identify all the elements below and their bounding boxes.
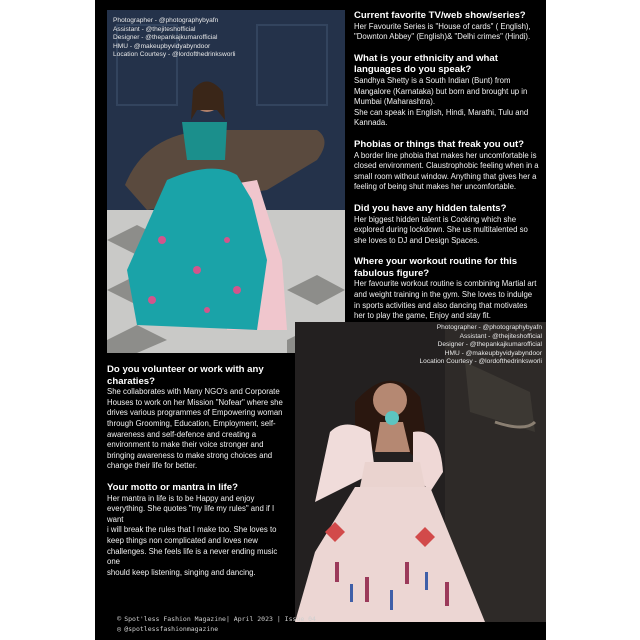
answer-line: i will break the rules that I make too. She loves to xyxy=(107,525,277,535)
qa-item xyxy=(107,364,289,472)
answer-line: everything. She quotes "my life my rules" and if I want xyxy=(107,504,275,524)
question: Phobias or things that freak you out? xyxy=(354,138,525,150)
answer-line: Mangalore (Karnataka) but born and brought up in xyxy=(354,86,528,96)
right-qa-block xyxy=(354,10,544,322)
answer-line: keep things non complicated and loves new xyxy=(107,535,258,545)
credit-assistant: Assistant - @thejiteshofficial xyxy=(113,25,196,33)
answer-line: Her favourite workout routine is combining Martial art xyxy=(354,279,537,289)
answer-line: should keep listening, singing and dancing. xyxy=(107,567,256,577)
answer-line: she loves to DJ and Design Spaces. xyxy=(354,235,480,245)
answer-line: bringing awareness to make strong choices and xyxy=(107,450,273,460)
credit-hmu: HMU - @makeupbyvidyabyndoor xyxy=(113,42,211,50)
qa-item xyxy=(354,139,544,193)
answer-line: and weight training in the gym. She loves to indulge xyxy=(354,290,533,300)
qa-item xyxy=(354,256,544,322)
qa-item xyxy=(354,10,544,43)
answer-line: She can speak in English, Hindi, Marathi, Tulu and xyxy=(354,107,529,117)
credit-designer: Designer - @thepankajkumarofficial xyxy=(113,34,218,42)
instagram-icon: ◎ xyxy=(117,625,122,633)
question: Where your workout routine for this fabulous figure? xyxy=(354,256,518,279)
credit-location: Location Courtesy - @lordofthedrinksworli xyxy=(419,358,542,366)
question: Current favorite TV/web show/series? xyxy=(354,10,526,21)
answer-line: Her Favourite Series is "House of cards" ( English), xyxy=(354,21,531,31)
copyright-icon: © xyxy=(117,615,122,623)
credit-photographer: Photographer - @photographybyafn xyxy=(436,324,542,331)
answer-line: Mumbai (Maharashtra). xyxy=(354,97,436,107)
qa-item xyxy=(354,53,544,129)
answer-line: closed environment. Claustrophobic feeling when in a xyxy=(354,161,539,171)
answer-line: change their life for better. xyxy=(107,461,198,471)
credit-photographer: Photographer - @photographybyafn xyxy=(113,17,219,24)
qa-item xyxy=(107,482,289,578)
answer-line: feeling of being shut makes her uncomfortable. xyxy=(354,182,517,192)
answer-line: in sports activities and also dancing that motivates xyxy=(354,300,528,310)
question: Do you volunteer or work with any charaties? xyxy=(107,364,264,387)
qa-item xyxy=(354,203,544,246)
answer-line: She collaborates with Many NGO's and Corporate xyxy=(107,387,280,397)
photo-pink-lehenga xyxy=(295,322,546,622)
answer-line: challenges. She feels life is a never ending music one xyxy=(107,546,278,567)
left-qa-block xyxy=(107,364,289,578)
credit-location: Location Courtesy - @lordofthedrinksworli xyxy=(113,51,236,59)
answer-line: Kannada. xyxy=(354,118,388,128)
footer-handle-row xyxy=(117,624,316,634)
answer-line: awareness and self-defence and creating a xyxy=(107,429,257,439)
answer-line: Houses to work on her Mission "Nofear" where she xyxy=(107,397,283,407)
photo-teal-lehenga xyxy=(107,10,345,353)
footer-magazine: Spot'less Fashion Magazine| April 2023 | Issue 04 xyxy=(124,615,316,623)
photo2-credits xyxy=(419,324,542,367)
photo1-credits xyxy=(113,17,236,60)
page-footer xyxy=(117,614,316,634)
answer-line: small room without window. Anything that gives her a xyxy=(354,171,537,181)
footer-magazine-row xyxy=(117,614,316,624)
answer-line: Her mantra in life is to be Happy and enjoy xyxy=(107,493,255,503)
answer-line: "Downton Abbey" (English)& "Delhi crimes" (Hindi). xyxy=(354,32,531,42)
footer-handle[interactable]: @spotlessfashionmagazine xyxy=(124,625,219,633)
question: Did you have any hidden talents? xyxy=(354,202,507,214)
answer-line: Her biggest hidden talent is Cooking which she xyxy=(354,214,517,224)
answer-line: Sandhya Shetty is a South Indian (Bunt) from xyxy=(354,75,511,85)
question: Your motto or mantra in life? xyxy=(107,481,238,493)
answer-line: explored during lockdown. She us multitalented so xyxy=(354,225,528,235)
credit-hmu: HMU - @makeupbyvidyabyndoor xyxy=(444,349,542,357)
answer-line: A border line phobia that makes her uncomfortable is xyxy=(354,150,537,160)
question: What is your ethnicity and what languages do you speak? xyxy=(354,52,498,76)
credit-assistant: Assistant - @thejiteshofficial xyxy=(459,332,542,340)
answer-line: her to play the game, Enjoy and stay fit. xyxy=(354,311,491,321)
answer-line: through Grooming, Education, Employment, self- xyxy=(107,418,276,428)
magazine-page xyxy=(95,0,546,640)
answer-line: environment to make their voice stronger and xyxy=(107,440,264,450)
answer-line: drives various programmes of Empowering woman xyxy=(107,408,283,418)
credit-designer: Designer - @thepankajkumarofficial xyxy=(437,341,542,349)
